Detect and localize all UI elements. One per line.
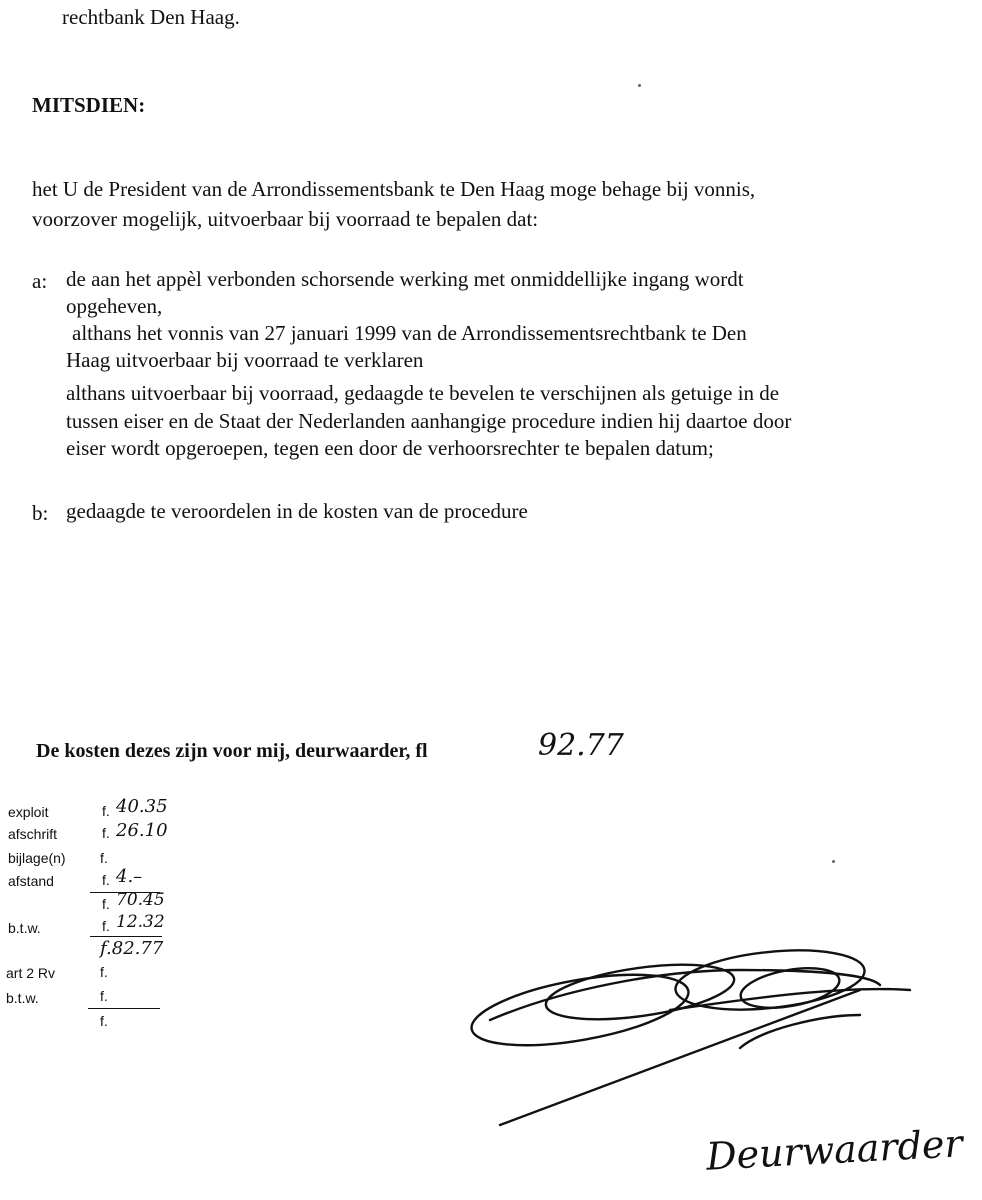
cost-prefix-bijlagen: f. — [100, 850, 108, 866]
cost-label-afstand: afstand — [8, 873, 54, 889]
section-heading: MITSDIEN: — [32, 93, 146, 117]
clause-a-line-7: eiser wordt opgeroepen, tegen een door de verhoorsrechter te bepalen datum; — [66, 436, 714, 460]
top-fragment: rechtbank Den Haag. — [62, 5, 240, 29]
cost-value-afschrift: 26.10 — [116, 820, 168, 841]
cost-label-art2rv: art 2 Rv — [6, 965, 56, 981]
cost-prefix-exploit: f. — [102, 803, 110, 819]
subtotal-rule-2 — [90, 936, 162, 937]
cost-value-total: f.82.77 — [100, 938, 164, 959]
final-rule — [88, 1008, 160, 1009]
clause-a-line-1: de aan het appèl verbonden schorsende werking met onmiddellijke ingang wordt — [66, 267, 744, 291]
cost-label-afschrift: afschrift — [8, 826, 58, 842]
clause-a-line-2: opgeheven, — [66, 294, 163, 318]
clause-a-line-6: tussen eiser en de Staat der Nederlanden aanhangige procedure indien hij daartoe door — [66, 409, 792, 433]
signature-scribble — [440, 930, 940, 1140]
clause-a-marker: a: — [32, 269, 48, 293]
cost-value-afstand: 4.– — [116, 866, 143, 887]
cost-value-exploit: 40.35 — [116, 796, 168, 817]
cost-prefix-final: f. — [100, 1013, 108, 1029]
costs-statement: De kosten dezes zijn voor mij, deurwaarder, fl — [36, 740, 428, 762]
intro-line-1: het U de President van de Arrondissementsbank te Den Haag moge behage bij vonnis, — [32, 177, 756, 201]
cost-label-btw: b.t.w. — [8, 920, 41, 936]
clause-a-line-5: althans uitvoerbaar bij voorraad, gedaagde te bevelen te verschijnen als getuige in de — [66, 381, 780, 405]
cost-label-btw-2: b.t.w. — [6, 990, 39, 1006]
cost-prefix-art2rv: f. — [100, 964, 108, 980]
cost-value-btw: 12.32 — [116, 912, 165, 932]
clause-a-line-3: althans het vonnis van 27 januari 1999 van de Arrondissementsrechtbank te Den — [72, 321, 747, 345]
cost-prefix-subtotal: f. — [102, 896, 110, 912]
cost-value-subtotal: 70.45 — [116, 890, 165, 910]
cost-prefix-btw-2: f. — [100, 988, 108, 1004]
clause-b-text: gedaagde te veroordelen in de kosten van de procedure — [66, 499, 528, 523]
cost-prefix-afschrift: f. — [102, 825, 110, 841]
intro-line-2: voorzover mogelijk, uitvoerbaar bij voorraad te bepalen dat: — [32, 207, 539, 231]
speck-2 — [832, 860, 835, 863]
speck-1 — [638, 84, 641, 87]
costs-total-handwritten: 92.77 — [538, 728, 624, 763]
cost-label-exploit: exploit — [8, 804, 49, 820]
cost-label-bijlagen: bijlage(n) — [8, 850, 66, 866]
clause-b-marker: b: — [32, 501, 49, 525]
signature-handwritten-word: Deurwaarder — [705, 1121, 964, 1179]
cost-prefix-btw: f. — [102, 918, 110, 934]
clause-a-line-4: Haag uitvoerbaar bij voorraad te verklaren — [66, 348, 424, 372]
cost-prefix-afstand: f. — [102, 872, 110, 888]
